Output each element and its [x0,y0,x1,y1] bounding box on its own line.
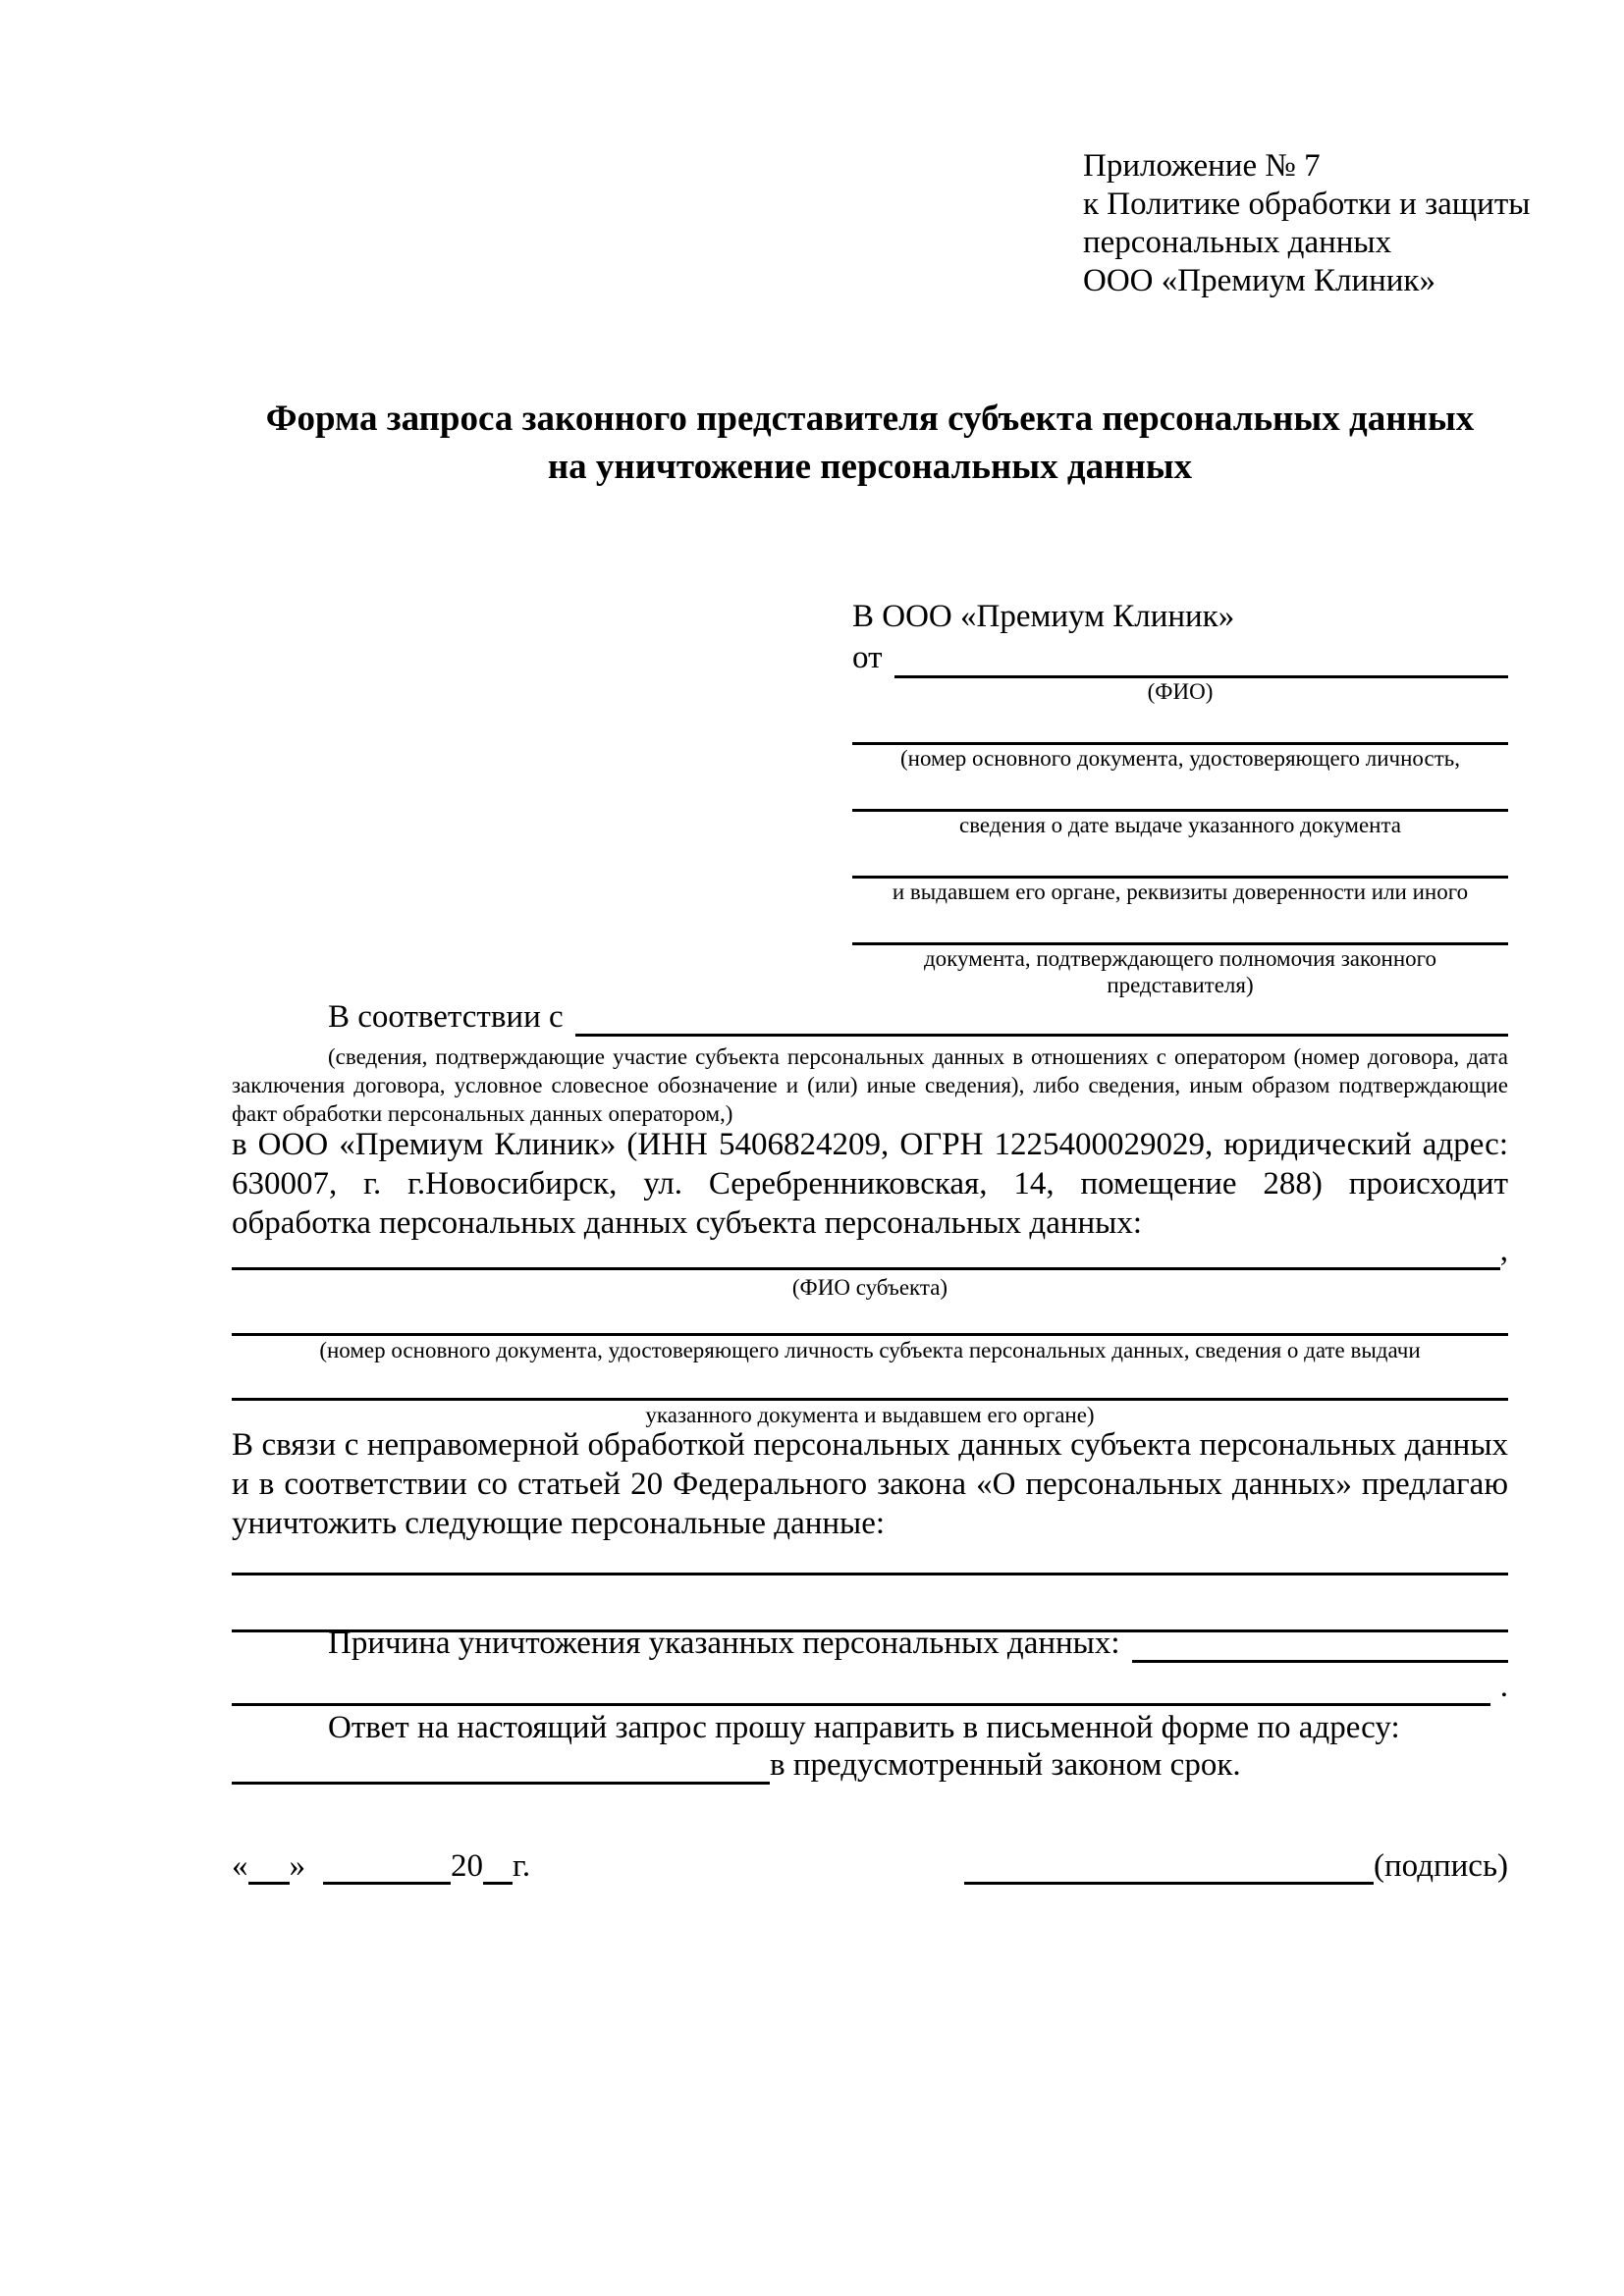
date-year-suffix: г. [513,1848,531,1884]
date-part [232,1848,530,1885]
representative-doc-caption: документа, подтверждающего полномочия законного представителя) [923,946,1436,997]
addressee-block [852,597,1508,998]
subject-fio-tail: , [1499,1233,1508,1268]
reason-tail-period: . [1499,1669,1508,1704]
accordance-note: (сведения, подтверждающие участие субъекта персональных данных в отношениях с оператором (номер договора, дата заключения договора, условное словесное обозначение и (или) иные сведения), либо сведения, иным образом подтверждающие факт обработки персональных данных оператором,) [232,1044,1508,1126]
representative-doc-caption: сведения о дате выдаче указанного документа [958,813,1402,837]
date-year-prefix: 20 [451,1848,483,1884]
appendix-header-line: Приложение № 7 [1083,148,1321,184]
fio-caption: (ФИО) [1147,679,1214,704]
appendix-header-line: персональных данных [1083,225,1392,260]
signature-blank-line [964,1882,1374,1885]
reason-continuation-row [232,1671,1508,1706]
accordance-row [232,997,1508,1037]
subject-fio-caption: (ФИО субъекта) [791,1275,948,1300]
from-label: от [852,640,883,675]
reason-row [232,1624,1508,1663]
answer-tail: в предусмотренный законом срок. [770,1747,1241,1783]
subject-doc-caption-line1: (номер основного документа, удостоверяющего личность субъекта персональных данных, сведения о дате выдачи [319,1338,1421,1362]
date-month-blank-line [323,1882,451,1885]
unlawful-paragraph: В связи с неправомерной обработкой персональных данных субъекта персональных данных и в соответствии со статьей 20 Федерального закона «О персональных данных» предлагаю уничтожить следующие персональные данные: [232,1427,1508,1541]
date-open-quote: « [232,1848,248,1884]
document-title-line1: Форма запроса законного представителя субъекта персональных данных [265,399,1475,439]
appendix-header-line: ООО «Премиум Клиник» [1083,263,1435,298]
appendix-header [1083,147,1530,300]
subject-doc-caption-line2: указанного документа и выдавшем его органе) [645,1403,1095,1427]
date-year-blank-line [483,1882,513,1885]
signature-caption: (подпись) [1374,1848,1508,1884]
answer-address-row [232,1745,1508,1785]
reason-blank-line [1132,1660,1508,1663]
representative-doc-caption: (номер основного документа, удостоверяющего личность, [899,746,1460,771]
answer-address-blank-line [232,1782,770,1785]
representative-doc-caption: и выдавшем его органе, реквизиты доверенности или иного [892,880,1469,904]
addressee-organization: В ООО «Премиум Клиник» [852,599,1235,634]
appendix-header-line: к Политике обработки и защиты [1083,187,1531,222]
operator-paragraph: в ООО «Премиум Клиник» (ИНН 5406824209, ОГРН 1225400029029, юридический адрес: 630007, г. г.Новосибирск, ул. Серебренниковская, 14, помещение 288) происходит обработка персональных данных субъекта персональных данных: [232,1127,1508,1241]
footer-row [232,1845,1508,1885]
document-title-line2: на уничтожение персональных данных [547,447,1193,487]
accordance-blank-line [575,1034,1508,1037]
subject-doc-blank-line [232,1398,1508,1401]
signature-part [964,1848,1508,1885]
subject-fio-blank-line [232,1267,1500,1270]
reason-continuation-blank-line [232,1703,1490,1706]
accordance-lead: В соответствии с [328,999,564,1035]
date-day-blank-line [248,1882,290,1885]
data-to-destroy-blank-line [232,1573,1508,1575]
date-close-quote: » [289,1848,305,1884]
document-title [232,395,1508,491]
from-row [852,637,1508,678]
answer-paragraph: Ответ на настоящий запрос прошу направить в письменной форме по адресу: [328,1710,1400,1745]
reason-lead: Причина уничтожения указанных персональных данных: [328,1626,1120,1661]
subject-doc-blank-line [232,1333,1508,1336]
subject-fio-row [232,1235,1508,1270]
